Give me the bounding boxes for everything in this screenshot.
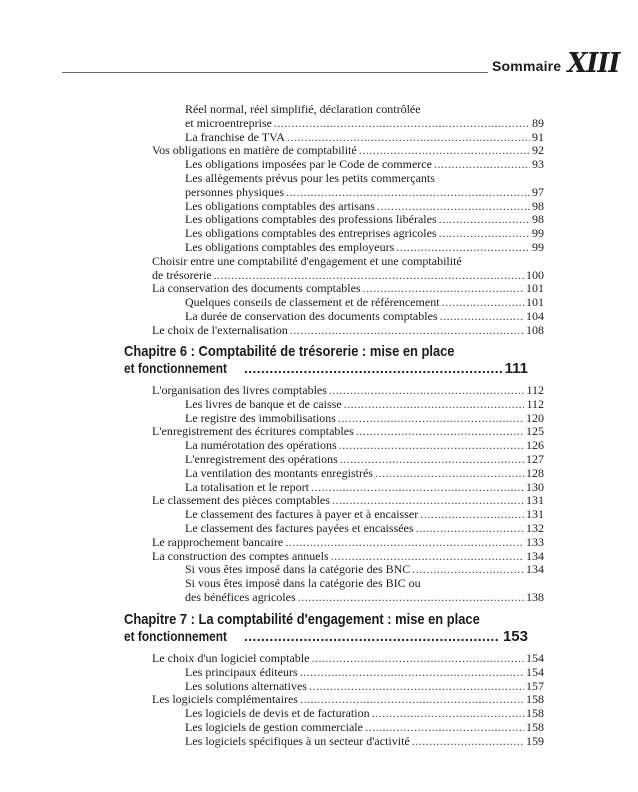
chapter-6-title: Chapitre 6 : Comptabilité de trésorerie : mise en place: [124, 343, 455, 360]
toc-entry: Les obligations comptables des entreprises agricoles ..... 99: [185, 226, 544, 240]
chapter-6-entry: et fonctionnement ..... 111: [124, 361, 528, 377]
toc-entry: La construction des comptes annuels ..... 134: [152, 549, 544, 563]
toc-entry: Les livres de banque et de caisse ..... 112: [185, 397, 544, 411]
toc-entry: Choisir entre une comptabilité d'engagement et une comptabilité: [152, 254, 462, 268]
toc-entry: Vos obligations en matière de comptabilité ..... 92: [152, 143, 544, 157]
toc-entry: L'organisation des livres comptables ..... 112: [152, 383, 544, 397]
toc-entry: Le registre des immobilisations ..... 120: [185, 411, 544, 425]
toc-entry: des bénéfices agricoles ..... 138: [185, 590, 544, 604]
chapter-7-title: Chapitre 7 : La comptabilité d'engagement : mise en place: [124, 611, 480, 628]
toc-entry: Les obligations comptables des artisans ..... 98: [185, 199, 544, 213]
toc-entry: L'enregistrement des opérations ..... 127: [185, 452, 544, 466]
header-rule: [62, 72, 488, 73]
toc-entry: Les obligations comptables des professions libérales ..... 98: [185, 212, 544, 226]
toc-entry: La ventilation des montants enregistrés ..... 128: [185, 466, 544, 480]
toc-entry: personnes physiques ..... 97: [185, 185, 544, 199]
toc-entry: Le choix d'un logiciel comptable ..... 154: [152, 651, 544, 665]
toc-entry: Les logiciels de gestion commerciale ..... 158: [185, 720, 544, 734]
toc-entry: Les logiciels de devis et de facturation ..... 158: [185, 706, 544, 720]
toc-entry: Si vous êtes imposé dans la catégorie des BNC ..... 134: [185, 562, 544, 576]
toc-entry: La conservation des documents comptables ..... 101: [152, 281, 544, 295]
toc-entry: Les allègements prévus pour les petits commerçants: [185, 171, 435, 185]
toc-entry: La durée de conservation des documents comptables ..... 104: [185, 309, 544, 323]
toc-entry: L'enregistrement des écritures comptables ..... 125: [152, 424, 544, 438]
page-number: XIII: [567, 48, 620, 79]
toc-entry: Le rapprochement bancaire ..... 133: [152, 535, 544, 549]
toc-entry: Les logiciels spécifiques à un secteur d'activité ..... 159: [185, 734, 544, 748]
toc-entry: Le classement des factures payées et encaissées ..... 132: [185, 521, 544, 535]
toc-entry: Le classement des pièces comptables ..... 131: [152, 493, 544, 507]
toc-entry: Les logiciels complémentaires ..... 158: [152, 692, 544, 706]
toc-entry: Les obligations comptables des employeurs ..... 99: [185, 240, 544, 254]
toc-entry: Les obligations imposées par le Code de commerce ..... 93: [185, 157, 544, 171]
toc-entry: Le choix de l'externalisation ..... 108: [152, 323, 544, 337]
toc-entry: Si vous êtes imposé dans la catégorie des BIC ou: [185, 576, 421, 590]
toc-entry: La franchise de TVA ..... 91: [185, 130, 544, 144]
toc-entry: Quelques conseils de classement et de référencement ..... 101: [185, 295, 544, 309]
toc-entry: Les solutions alternatives ..... 157: [185, 679, 544, 693]
running-header-title: Sommaire: [492, 58, 562, 74]
toc-entry: Le classement des factures à payer et à encaisser ..... 131: [185, 507, 544, 521]
toc-entry: et microentreprise ..... 89: [185, 116, 544, 130]
toc-entry: Les principaux éditeurs ..... 154: [185, 665, 544, 679]
chapter-7-entry: et fonctionnement ..... 153: [124, 629, 528, 645]
toc-entry: La numérotation des opérations ..... 126: [185, 438, 544, 452]
toc-entry: La totalisation et le report ..... 130: [185, 480, 544, 494]
toc-entry: de trésorerie ..... 100: [152, 268, 544, 282]
toc-entry: Réel normal, réel simplifié, déclaration contrôlée: [185, 102, 421, 116]
